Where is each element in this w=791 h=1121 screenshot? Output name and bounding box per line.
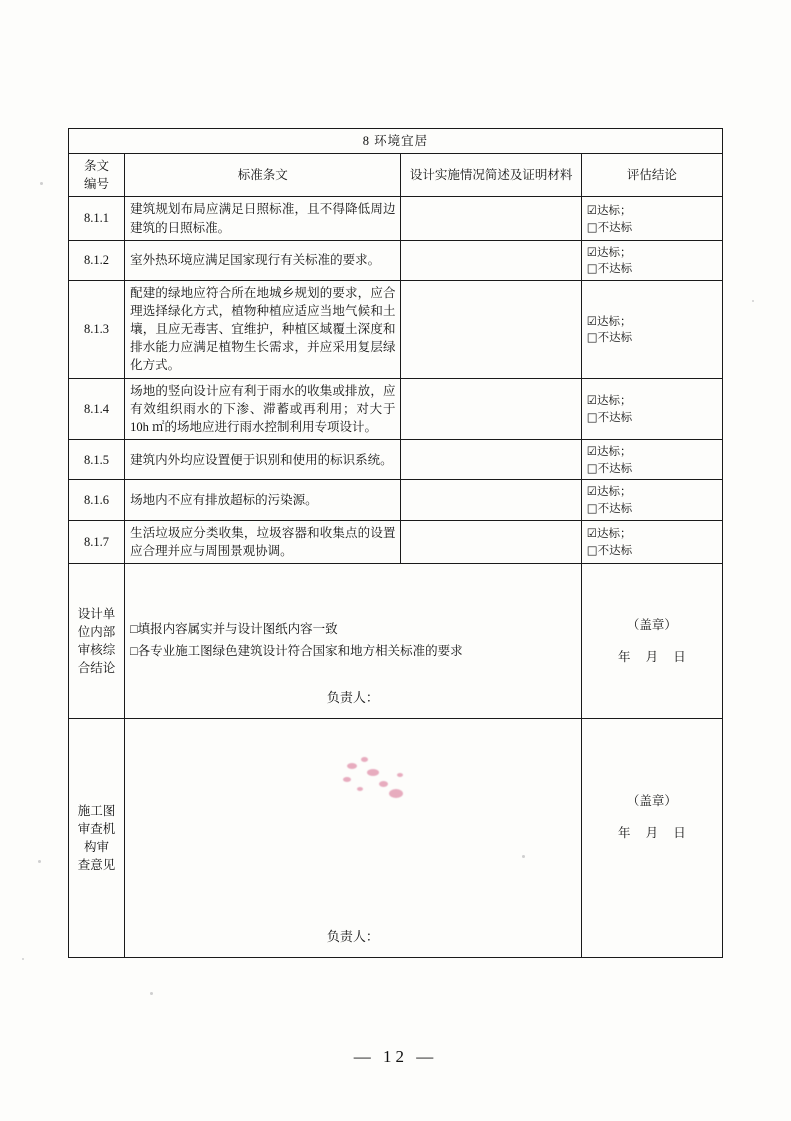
checkbox-noncompliant[interactable]: □不达标 bbox=[586, 500, 633, 515]
row-description[interactable] bbox=[401, 439, 581, 479]
checkbox-compliant[interactable]: ☑达标； bbox=[586, 484, 632, 499]
row-conclusion[interactable] bbox=[581, 480, 722, 520]
table-header-row bbox=[69, 154, 723, 197]
checkbox-compliant[interactable]: ☑达标； bbox=[586, 526, 632, 541]
checkbox-compliant[interactable]: ☑达标； bbox=[586, 443, 632, 458]
paper-speck bbox=[40, 182, 43, 185]
row-number: 8.1.4 bbox=[69, 378, 125, 439]
checkbox-noncompliant[interactable]: □不达标 bbox=[586, 460, 633, 475]
row-description[interactable] bbox=[401, 520, 581, 563]
checkbox-noncompliant[interactable]: □不达标 bbox=[586, 409, 633, 424]
row-number: 8.1.7 bbox=[69, 520, 125, 563]
review-authority-responsible-person[interactable]: 负责人： bbox=[326, 929, 379, 945]
checkbox-content-truthful[interactable]: □填报内容属实并与设计图纸内容一致 bbox=[130, 622, 338, 637]
seal-label: （盖章） bbox=[626, 794, 677, 809]
row-number: 8.1.6 bbox=[69, 480, 125, 520]
form-table bbox=[68, 128, 723, 958]
row-conclusion[interactable] bbox=[581, 378, 722, 439]
design-unit-review-row bbox=[69, 563, 723, 718]
checkbox-standards-compliant[interactable]: □各专业施工图绿色建筑设计符合国家和地方相关标准的要求 bbox=[130, 643, 463, 658]
row-description[interactable] bbox=[401, 197, 581, 240]
row-clause: 室外热环境应满足国家现行有关标准的要求。 bbox=[125, 240, 401, 280]
design-unit-responsible-person[interactable]: 负责人： bbox=[326, 690, 379, 706]
row-clause: 建筑规划布局应满足日照标准，且不得降低周边建筑的日照标准。 bbox=[125, 197, 401, 240]
row-description[interactable] bbox=[401, 280, 581, 378]
row-conclusion[interactable] bbox=[581, 240, 722, 280]
checkbox-compliant[interactable]: ☑达标； bbox=[586, 313, 632, 328]
date-label[interactable]: 年 月 日 bbox=[617, 826, 692, 841]
row-clause: 场地内不应有排放超标的污染源。 bbox=[125, 480, 401, 520]
header-conclusion: 评估结论 bbox=[581, 154, 722, 197]
checkbox-noncompliant[interactable]: □不达标 bbox=[586, 542, 633, 557]
row-conclusion[interactable] bbox=[581, 439, 722, 479]
review-authority-row bbox=[69, 718, 723, 957]
row-conclusion[interactable] bbox=[581, 197, 722, 240]
row-description[interactable] bbox=[401, 378, 581, 439]
table-row bbox=[69, 480, 723, 520]
review-authority-stamp-cell[interactable] bbox=[581, 718, 722, 957]
evaluation-form bbox=[68, 128, 723, 958]
review-authority-body[interactable] bbox=[125, 718, 582, 957]
row-description[interactable] bbox=[401, 480, 581, 520]
table-row bbox=[69, 378, 723, 439]
design-unit-stamp-cell[interactable] bbox=[581, 563, 722, 718]
page-title: 8 环境宜居 bbox=[69, 129, 723, 154]
table-row bbox=[69, 280, 723, 378]
header-description: 设计实施情况简述及证明材料 bbox=[401, 154, 581, 197]
checkbox-noncompliant[interactable]: □不达标 bbox=[586, 261, 633, 276]
page-number: — 12 — bbox=[353, 1047, 438, 1066]
red-ink-stamp-mark bbox=[337, 755, 415, 805]
paper-speck bbox=[752, 300, 754, 302]
row-number: 8.1.2 bbox=[69, 240, 125, 280]
date-label[interactable]: 年 月 日 bbox=[617, 649, 692, 664]
table-row bbox=[69, 439, 723, 479]
checkbox-compliant[interactable]: ☑达标； bbox=[586, 393, 632, 408]
paper-speck bbox=[150, 992, 153, 995]
design-unit-options[interactable] bbox=[130, 619, 576, 663]
paper-speck bbox=[22, 958, 24, 960]
row-number: 8.1.1 bbox=[69, 197, 125, 240]
row-number: 8.1.5 bbox=[69, 439, 125, 479]
design-unit-review-label: 设计单位内部 审核综合结论 bbox=[69, 563, 125, 718]
row-clause: 配建的绿地应符合所在地城乡规划的要求，应合理选择绿化方式，植物种植应适应当地气候和土壤，且应无毒害、宜维护，种植区域覆土深度和排水能力应满足植物生长需求，并应采用复层绿化方式。 bbox=[125, 280, 401, 378]
row-number: 8.1.3 bbox=[69, 280, 125, 378]
table-row bbox=[69, 197, 723, 240]
row-clause: 生活垃圾应分类收集，垃圾容器和收集点的设置应合理并应与周围景观协调。 bbox=[125, 520, 401, 563]
table-title-row bbox=[69, 129, 723, 154]
paper-speck bbox=[38, 860, 41, 863]
checkbox-compliant[interactable]: ☑达标； bbox=[586, 202, 632, 217]
table-row bbox=[69, 240, 723, 280]
row-conclusion[interactable] bbox=[581, 520, 722, 563]
header-number: 条文 编号 bbox=[69, 154, 125, 197]
table-row bbox=[69, 520, 723, 563]
review-authority-label: 施工图审查机构审 查意见 bbox=[69, 718, 125, 957]
row-description[interactable] bbox=[401, 240, 581, 280]
seal-label: （盖章） bbox=[626, 617, 677, 632]
checkbox-compliant[interactable]: ☑达标； bbox=[586, 244, 632, 259]
design-unit-review-body[interactable] bbox=[125, 563, 582, 718]
header-clause: 标准条文 bbox=[125, 154, 401, 197]
row-clause: 场地的竖向设计应有利于雨水的收集或排放，应有效组织雨水的下渗、滞蓄或再利用；对大于 10h ㎡的场地应进行雨水控制利用专项设计。 bbox=[125, 378, 401, 439]
row-conclusion[interactable] bbox=[581, 280, 722, 378]
checkbox-noncompliant[interactable]: □不达标 bbox=[586, 219, 633, 234]
row-clause: 建筑内外均应设置便于识别和使用的标识系统。 bbox=[125, 439, 401, 479]
checkbox-noncompliant[interactable]: □不达标 bbox=[586, 330, 633, 345]
